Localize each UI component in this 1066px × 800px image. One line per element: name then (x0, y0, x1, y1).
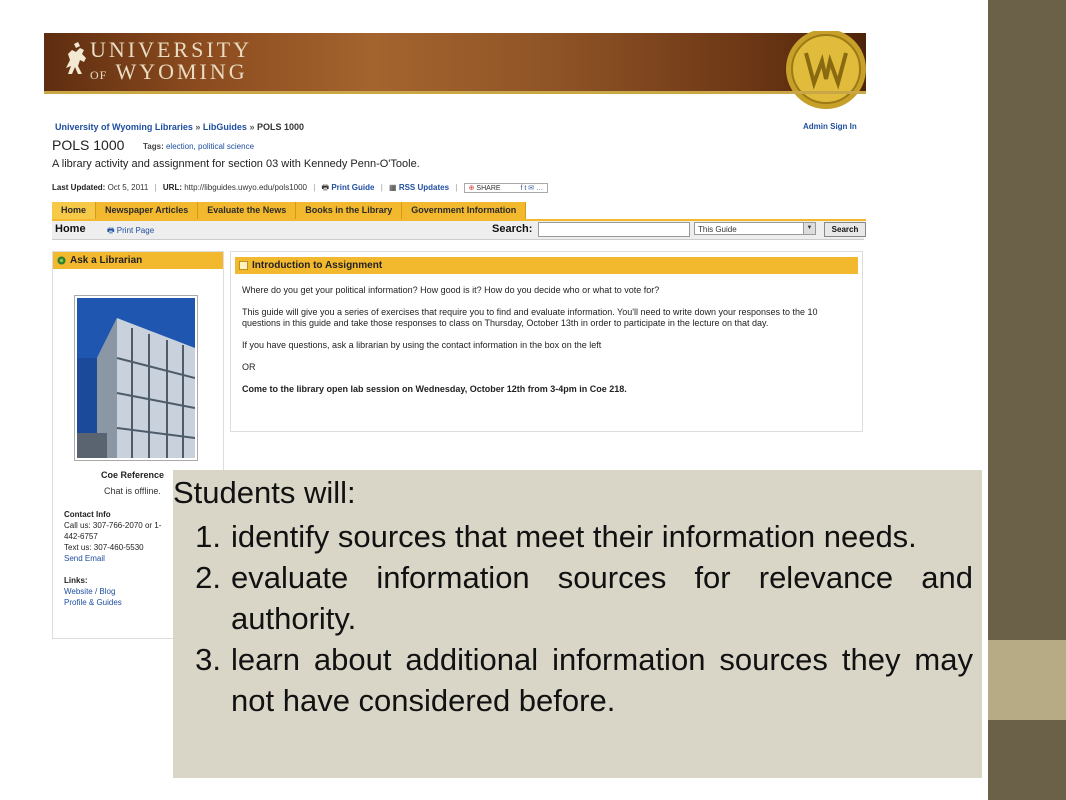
intro-paragraph: Where do you get your political information? How good is it? How do you decide who or what to vote for? (242, 285, 660, 295)
share-label: SHARE (476, 185, 501, 192)
breadcrumb-libguides[interactable]: LibGuides (202, 122, 247, 132)
divider: | (313, 183, 316, 192)
outcome-text: learn about additional information sources they may not have considered before. (231, 642, 973, 718)
sub-navigation (52, 221, 864, 240)
chat-status: Chat is offline. (104, 486, 161, 496)
search-scope-value: This Guide (698, 225, 737, 234)
tags-label: Tags: (143, 142, 164, 151)
subnav-home: Home (55, 223, 86, 235)
introduction-text (242, 285, 842, 406)
outcome-number: 1. (195, 519, 221, 554)
search-scope-select[interactable] (694, 222, 816, 235)
wordmark-line2: WYOMING (115, 59, 248, 84)
last-updated-label: Last Updated: (52, 183, 106, 192)
introduction-header (235, 257, 858, 274)
send-email-link[interactable]: Send Email (64, 554, 105, 563)
box-toggle-icon (239, 261, 248, 270)
search-button[interactable]: Search (824, 222, 866, 237)
breadcrumb-separator: » (249, 122, 255, 132)
outcome-item (183, 516, 973, 557)
contact-title: Contact Info (64, 510, 111, 519)
tab-books-in-the-library[interactable]: Books in the Library (296, 202, 402, 219)
tags-links[interactable]: election, political science (165, 142, 255, 151)
introduction-title: Introduction to Assignment (252, 260, 383, 271)
learning-outcomes-box (173, 470, 982, 778)
print-page-label: Print Page (116, 226, 155, 235)
search-input[interactable] (538, 222, 690, 237)
slide-side-accent (988, 640, 1066, 720)
outcome-item (183, 639, 973, 721)
printer-icon: 🖶 (321, 183, 330, 192)
outcome-number: 3. (195, 642, 221, 677)
divider: | (380, 183, 383, 192)
intro-paragraph: OR (242, 362, 256, 372)
outcome-text: identify sources that meet their information needs. (231, 519, 917, 554)
printer-icon: 🖶 (107, 226, 115, 235)
university-banner (44, 33, 866, 93)
links-title: Links: (64, 576, 88, 585)
outcomes-list (183, 516, 973, 721)
last-updated-value: Oct 5, 2011 (107, 183, 149, 192)
rss-updates-link[interactable]: RSS Updates (398, 183, 450, 192)
contact-call: Call us: 307-766-2070 or 1- (64, 521, 162, 530)
tab-government-information[interactable]: Government Information (402, 202, 526, 219)
intro-paragraph-bold: Come to the library open lab session on Wednesday, October 12th from 3-4pm in Coe 218. (242, 384, 627, 394)
breadcrumb-libraries[interactable]: University of Wyoming Libraries (55, 122, 193, 132)
library-building-photo (74, 295, 198, 461)
tab-home[interactable]: Home (52, 202, 96, 219)
ask-a-librarian-header (53, 252, 223, 269)
website-blog-link[interactable]: Website / Blog (64, 587, 116, 596)
guide-description: A library activity and assignment for section 03 with Kennedy Penn-O'Toole. (52, 158, 420, 170)
outcome-number: 2. (195, 560, 221, 595)
divider: | (455, 183, 458, 192)
guide-meta-bar (52, 182, 548, 196)
introduction-box (230, 251, 863, 432)
guide-url[interactable]: http://libguides.uwyo.edu/pols1000 (184, 183, 307, 192)
rss-icon: ▦ (389, 183, 397, 192)
breadcrumb (55, 122, 304, 132)
intro-paragraph: This guide will give you a series of exercises that require you to find and evaluate information. You'll need to write down your responses to the 10 questions in this guide and take those responses to class on Thursday, October 13th in order to participate in the lecture on that day. (242, 307, 818, 328)
tab-newspaper-articles[interactable]: Newspaper Articles (96, 202, 198, 219)
chevron-down-icon: ▼ (803, 223, 815, 234)
guide-tags (143, 142, 254, 151)
url-label: URL: (162, 183, 182, 192)
social-icons: f t ✉ … (520, 185, 544, 192)
wordmark-line1: UNIVERSITY (90, 37, 252, 62)
contact-call-cont: 442-6757 (64, 532, 98, 541)
profile-guides-link[interactable]: Profile & Guides (64, 598, 122, 607)
page-title: POLS 1000 (52, 137, 125, 153)
wordmark-of: OF (90, 68, 108, 82)
bucking-horse-icon (60, 40, 92, 80)
library-seal-icon (778, 31, 868, 111)
intro-paragraph: If you have questions, ask a librarian by using the contact information in the box on the left (242, 340, 602, 350)
librarian-name: Coe Reference (101, 470, 165, 480)
university-wordmark (90, 39, 252, 86)
divider: | (154, 183, 157, 192)
breadcrumb-separator: » (195, 122, 201, 132)
globe-icon (57, 256, 66, 265)
print-guide-link[interactable]: Print Guide (331, 183, 375, 192)
tab-evaluate-the-news[interactable]: Evaluate the News (198, 202, 296, 219)
banner-stripe (44, 91, 866, 94)
print-page-link[interactable] (107, 225, 154, 239)
share-button[interactable] (464, 183, 549, 193)
slide-side-bar-bottom (988, 720, 1066, 800)
breadcrumb-current: POLS 1000 (256, 122, 305, 132)
outcomes-intro: Students will: (173, 475, 356, 510)
slide-side-bar (988, 0, 1066, 640)
admin-sign-in-link[interactable]: Admin Sign In (803, 122, 857, 131)
outcome-item (183, 557, 973, 639)
contact-text: Text us: 307-460-5530 (64, 543, 144, 552)
guide-tabs (52, 202, 526, 219)
contact-info (64, 509, 161, 608)
outcome-text: evaluate information sources for relevance and authority. (231, 560, 973, 636)
ask-a-librarian-title: Ask a Librarian (70, 255, 143, 266)
search-label: Search: (492, 223, 533, 235)
share-icon: ⊕ (468, 185, 475, 192)
